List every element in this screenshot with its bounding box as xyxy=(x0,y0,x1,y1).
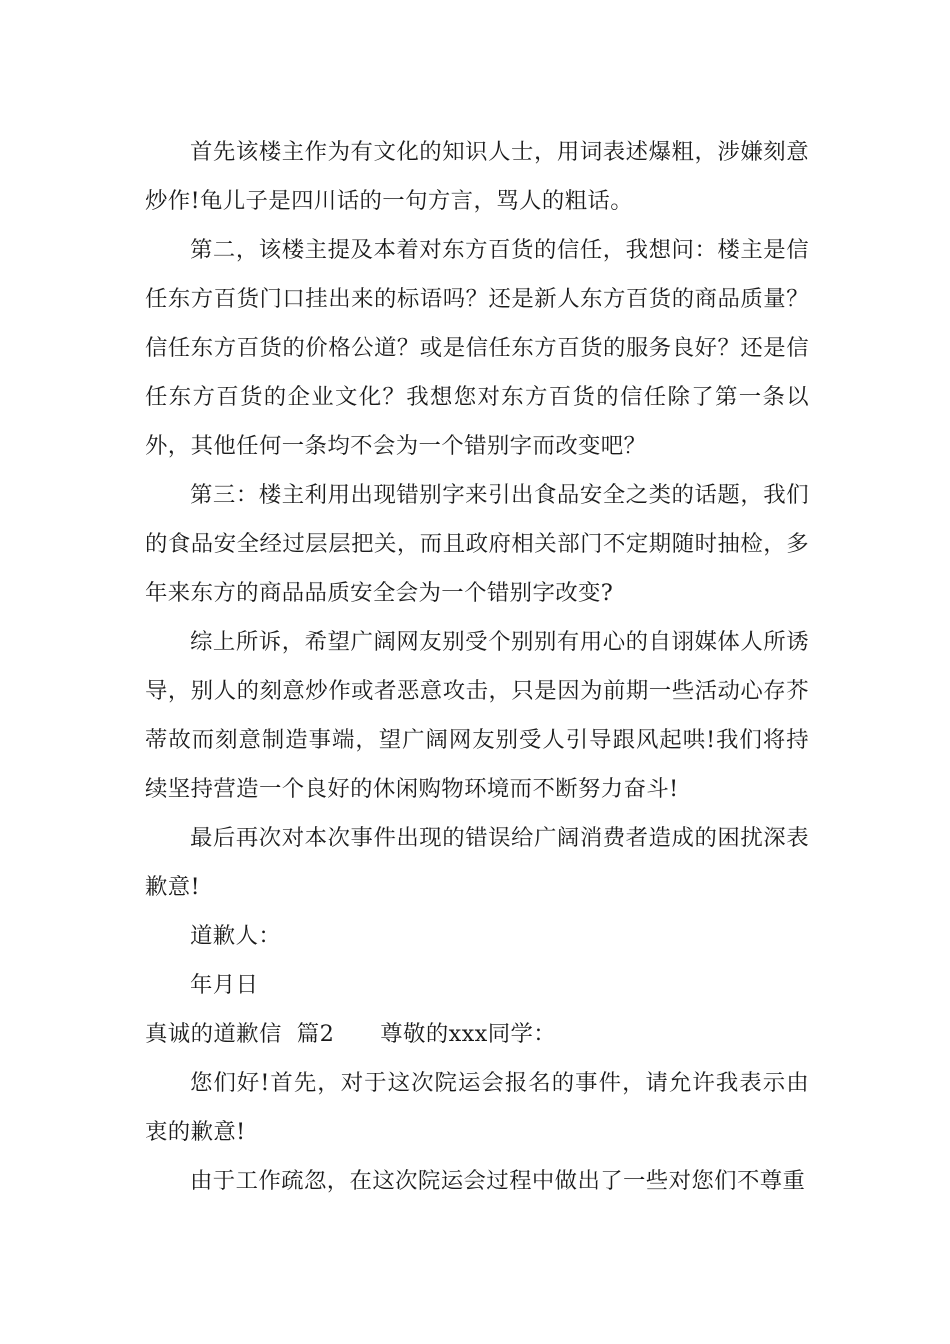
date-line: 年月日 xyxy=(190,972,259,998)
letter-heading xyxy=(145,1010,809,1059)
letter-title: 真诚的道歉信 xyxy=(145,1021,282,1047)
paragraph-greeting: 您们好!首先，对于这次院运会报名的事件，请允许我表示由衷的歉意! xyxy=(145,1070,809,1145)
paragraph-4: 综上所诉，希望广阔网友别受个别别有用心的自诩媒体人所诱导，别人的刻意炒作或者恶意攻击，只是因为前期一些活动心存芥蒂故而刻意制造事端，望广阔网友别受人引导跟风起哄!我们将持续坚持营造一个良好的休闲购物环境而不断努力奋斗! xyxy=(145,629,809,802)
document-body xyxy=(145,128,809,1206)
paragraph-3: 第三：楼主利用出现错别字来引出食品安全之类的话题，我们的食品安全经过层层把关，而且政府相关部门不定期随时抽检，多年来东方的商品品质安全会为一个错别字改变? xyxy=(145,482,809,606)
paragraph-5: 最后再次对本次事件出现的错误给广阔消费者造成的困扰深表歉意! xyxy=(145,825,809,900)
letter-part: 篇2 xyxy=(296,1021,335,1047)
signature-label: 道歉人： xyxy=(190,923,282,949)
letter-salutation: 尊敬的xxx同学： xyxy=(380,1021,557,1047)
paragraph-last: 由于工作疏忽，在这次院运会过程中做出了一些对您们不尊重 xyxy=(190,1168,806,1194)
paragraph-1: 首先该楼主作为有文化的知识人士，用词表述爆粗，涉嫌刻意炒作!龟儿子是四川话的一句方言，骂人的粗话。 xyxy=(145,139,809,214)
paragraph-2: 第二，该楼主提及本着对东方百货的信任，我想问：楼主是信任东方百货门口挂出来的标语吗？还是新人东方百货的商品质量？信任东方百货的价格公道？或是信任东方百货的服务良好？还是信任东方百货的企业文化？我想您对东方百货的信任除了第一条以外，其他任何一条均不会为一个错别字而改变吧？ xyxy=(145,237,809,459)
